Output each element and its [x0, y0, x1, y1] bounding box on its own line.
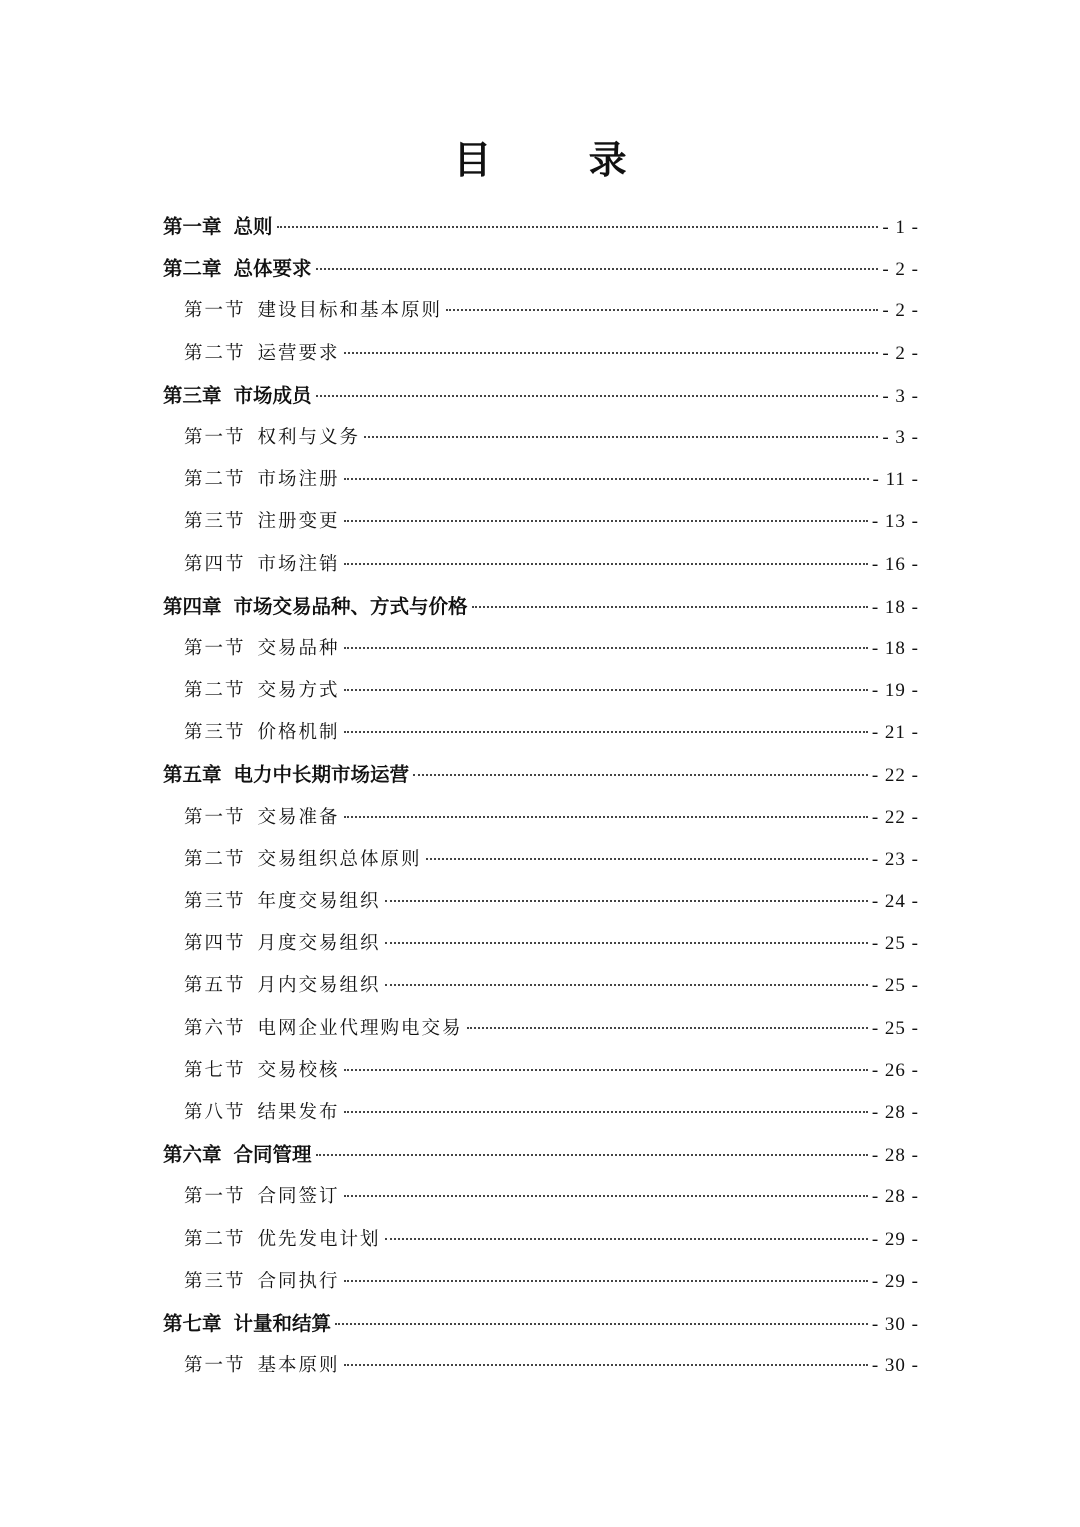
toc-entry-number: 第三节: [184, 891, 246, 912]
toc-chapter-entry[interactable]: [163, 248, 919, 290]
toc-entry-number: 第六章: [163, 1143, 222, 1167]
toc-entry-text: 合同管理: [233, 1143, 312, 1167]
toc-entry-title: [184, 628, 340, 670]
toc-dot-leader: [344, 1364, 868, 1366]
toc-dot-leader: [344, 478, 869, 480]
toc-dot-leader: [364, 436, 878, 438]
toc-entry-title: [184, 839, 422, 881]
toc-section-entry[interactable]: [163, 1345, 919, 1387]
toc-dot-leader: [344, 816, 868, 818]
toc-entry-number: 第一节: [184, 426, 246, 448]
toc-entry-text: 市场注销: [257, 553, 340, 575]
toc-entry-title: [184, 923, 381, 965]
toc-entry-text: 总则: [233, 215, 273, 238]
toc-dot-leader: [344, 689, 868, 691]
toc-entry-text: 建设目标和基本原则: [257, 300, 443, 322]
toc-page-number: - 11 -: [872, 469, 919, 491]
toc-entry-title: [184, 1261, 340, 1303]
toc-entry-number: 第二节: [184, 680, 246, 702]
toc-section-entry[interactable]: [163, 881, 919, 923]
toc-dot-leader: [385, 900, 868, 902]
toc-section-entry[interactable]: [163, 797, 919, 839]
toc-page-number: - 19 -: [871, 680, 919, 702]
toc-entry-text: 交易组织总体原则: [257, 848, 422, 870]
toc-entry-number: 第五节: [184, 975, 246, 997]
toc-entry-text: 市场交易品种、方式与价格: [233, 594, 468, 618]
toc-section-entry[interactable]: [163, 839, 919, 881]
toc-dot-leader: [335, 1323, 868, 1325]
toc-entry-text: 交易品种: [257, 637, 340, 659]
toc-page-number: - 28 -: [871, 1145, 919, 1167]
toc-dot-leader: [344, 731, 868, 733]
toc-page-number: - 26 -: [871, 1059, 919, 1081]
toc-page-number: - 18 -: [871, 596, 919, 618]
toc-entry-text: 交易校核: [257, 1059, 340, 1081]
toc-entry-title: [163, 586, 468, 628]
toc-title: 目 录: [453, 138, 669, 182]
toc-entry-title: [184, 965, 381, 1007]
toc-entry-title: [184, 333, 340, 375]
toc-page-number: - 29 -: [871, 1270, 919, 1292]
toc-dot-leader: [344, 520, 868, 522]
toc-entry-text: 电力中长期市场运营: [233, 763, 410, 787]
toc-page-number: - 13 -: [871, 511, 919, 533]
toc-dot-leader: [385, 942, 868, 944]
toc-page-number: - 24 -: [871, 891, 919, 912]
toc-entry-number: 第五章: [163, 763, 222, 787]
toc-entry-number: 第二节: [184, 1228, 246, 1250]
toc-dot-leader: [344, 1069, 868, 1071]
toc-section-entry[interactable]: [163, 670, 919, 712]
toc-dot-leader: [467, 1027, 868, 1029]
toc-section-entry[interactable]: [163, 923, 919, 965]
toc-dot-leader: [316, 1154, 868, 1156]
toc-entry-text: 合同签订: [257, 1186, 340, 1208]
toc-page-number: - 2 -: [882, 342, 919, 364]
toc-entry-number: 第一章: [163, 215, 222, 238]
toc-page-number: - 25 -: [871, 1017, 919, 1039]
toc-entry-title: [184, 501, 340, 543]
toc-entry-title: [163, 248, 312, 290]
toc-section-entry[interactable]: [163, 1261, 919, 1303]
toc-dot-leader: [344, 1111, 868, 1113]
toc-entry-text: 市场注册: [257, 469, 340, 491]
toc-entry-number: 第二章: [163, 257, 222, 281]
toc-page-number: - 25 -: [871, 933, 919, 955]
toc-entry-number: 第四节: [184, 933, 246, 955]
toc-entry-number: 第一节: [184, 1355, 246, 1377]
toc-dot-leader: [316, 395, 879, 397]
toc-page-number: - 23 -: [871, 848, 919, 870]
toc-entry-title: [184, 1092, 340, 1134]
toc-section-entry[interactable]: [163, 965, 919, 1007]
toc-entry-text: 月度交易组织: [257, 933, 381, 955]
toc-entry-title: [184, 544, 340, 586]
toc-page-number: - 2 -: [882, 300, 919, 322]
toc-entry-title: [184, 712, 340, 754]
toc-dot-leader: [385, 984, 868, 986]
toc-entry-number: 第二节: [184, 342, 246, 364]
toc-entry-number: 第八节: [184, 1101, 246, 1123]
toc-entry-number: 第二节: [184, 469, 246, 491]
toc-list: [163, 206, 919, 1387]
toc-page-number: - 3 -: [882, 426, 919, 448]
toc-chapter-entry[interactable]: [163, 586, 919, 628]
toc-entry-number: 第七章: [163, 1311, 222, 1335]
toc-page-number: - 16 -: [871, 553, 919, 575]
toc-entry-title: [163, 1134, 312, 1176]
toc-entry-text: 月内交易组织: [257, 975, 381, 997]
toc-dot-leader: [277, 226, 879, 228]
toc-entry-text: 权利与义务: [257, 426, 361, 448]
toc-entry-text: 结果发布: [257, 1101, 340, 1123]
toc-entry-number: 第一节: [184, 1186, 246, 1208]
toc-section-entry[interactable]: [163, 459, 919, 501]
toc-entry-title: [184, 797, 340, 839]
toc-entry-text: 注册变更: [257, 511, 340, 533]
toc-dot-leader: [413, 774, 868, 776]
toc-entry-title: [163, 754, 409, 796]
toc-dot-leader: [426, 858, 868, 860]
toc-entry-title: [184, 881, 381, 923]
toc-entry-number: 第四章: [163, 594, 222, 618]
toc-section-entry[interactable]: [163, 1008, 919, 1050]
toc-dot-leader: [344, 1195, 868, 1197]
toc-entry-text: 总体要求: [233, 257, 312, 281]
toc-section-entry[interactable]: [163, 290, 919, 332]
toc-entry-number: 第三章: [163, 383, 222, 407]
toc-section-entry[interactable]: [163, 544, 919, 586]
toc-page-number: - 30 -: [871, 1355, 919, 1377]
toc-section-entry[interactable]: [163, 1092, 919, 1134]
toc-entry-text: 运营要求: [257, 342, 340, 364]
toc-chapter-entry[interactable]: [163, 754, 919, 796]
toc-entry-number: 第一节: [184, 806, 246, 828]
toc-entry-title: [184, 1050, 340, 1092]
toc-entry-title: [184, 459, 340, 501]
toc-entry-number: 第三节: [184, 722, 246, 744]
toc-chapter-entry[interactable]: [163, 1134, 919, 1176]
toc-entry-text: 交易准备: [257, 806, 340, 828]
toc-dot-leader: [344, 563, 868, 565]
toc-entry-title: [184, 1008, 463, 1050]
toc-page-number: - 30 -: [871, 1313, 919, 1335]
toc-entry-number: 第六节: [184, 1017, 246, 1039]
toc-entry-number: 第七节: [184, 1059, 246, 1081]
toc-entry-text: 合同执行: [257, 1270, 340, 1292]
toc-entry-text: 优先发电计划: [257, 1228, 381, 1250]
toc-section-entry[interactable]: [163, 1219, 919, 1261]
toc-entry-title: [184, 1345, 340, 1387]
toc-dot-leader: [344, 352, 879, 354]
toc-entry-text: 价格机制: [257, 722, 340, 744]
toc-chapter-entry[interactable]: [163, 1303, 919, 1345]
toc-page-number: - 28 -: [871, 1186, 919, 1208]
toc-page-number: - 29 -: [871, 1228, 919, 1250]
toc-entry-number: 第二节: [184, 848, 246, 870]
toc-entry-title: [184, 670, 340, 712]
toc-entry-title: [184, 1219, 381, 1261]
toc-page-number: - 22 -: [871, 806, 919, 828]
toc-entry-text: 交易方式: [257, 680, 340, 702]
toc-entry-title: [184, 417, 360, 459]
toc-dot-leader: [344, 647, 868, 649]
toc-entry-text: 电网企业代理购电交易: [257, 1017, 463, 1039]
toc-section-entry[interactable]: [163, 1176, 919, 1218]
toc-dot-leader: [385, 1238, 868, 1240]
toc-page-number: - 28 -: [871, 1101, 919, 1123]
toc-page-number: - 22 -: [871, 765, 919, 787]
toc-entry-number: 第三节: [184, 1270, 246, 1292]
toc-chapter-entry[interactable]: [163, 206, 919, 248]
toc-entry-number: 第三节: [184, 511, 246, 533]
toc-page-number: - 3 -: [882, 385, 919, 407]
toc-entry-text: 计量和结算: [233, 1311, 332, 1335]
toc-entry-title: [163, 375, 312, 417]
toc-dot-leader: [344, 1280, 868, 1282]
toc-chapter-entry[interactable]: [163, 375, 919, 417]
toc-dot-leader: [316, 268, 879, 270]
toc-page-number: - 1 -: [882, 217, 919, 238]
toc-entry-title: [163, 206, 273, 248]
toc-entry-title: [184, 290, 442, 332]
toc-section-entry[interactable]: [163, 1050, 919, 1092]
toc-entry-text: 年度交易组织: [257, 891, 381, 912]
toc-page-number: - 25 -: [871, 975, 919, 997]
toc-section-entry[interactable]: [163, 417, 919, 459]
toc-entry-title: [163, 1303, 331, 1345]
toc-page-number: - 21 -: [871, 722, 919, 744]
toc-entry-text: 基本原则: [257, 1355, 340, 1377]
toc-entry-text: 市场成员: [233, 383, 312, 407]
toc-entry-number: 第一节: [184, 300, 246, 322]
toc-section-entry[interactable]: [163, 501, 919, 543]
toc-page-number: - 2 -: [882, 259, 919, 281]
toc-entry-number: 第一节: [184, 637, 246, 659]
toc-section-entry[interactable]: [163, 712, 919, 754]
toc-section-entry[interactable]: [163, 628, 919, 670]
toc-entry-title: [184, 1176, 340, 1218]
toc-page-number: - 18 -: [871, 637, 919, 659]
toc-dot-leader: [446, 309, 878, 311]
toc-entry-number: 第四节: [184, 553, 246, 575]
toc-section-entry[interactable]: [163, 333, 919, 375]
toc-dot-leader: [472, 606, 868, 608]
